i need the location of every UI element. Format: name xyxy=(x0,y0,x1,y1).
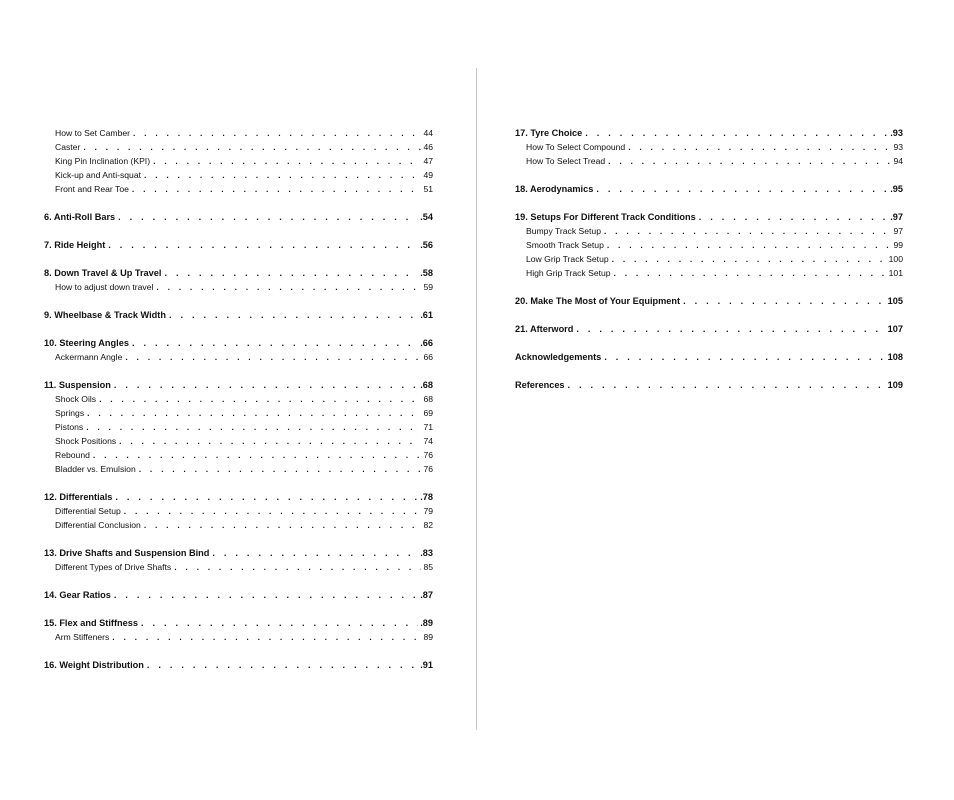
toc-chapter-entry xyxy=(44,378,433,392)
toc-dot-leader xyxy=(86,420,421,434)
toc-entry-title: Arm Stiffeners xyxy=(55,632,110,642)
toc-entry-title: 17. Tyre Choice xyxy=(515,128,583,138)
toc-chapter-entry xyxy=(515,350,903,364)
toc-chapter-entry xyxy=(44,210,433,224)
toc-page-number: 97 xyxy=(893,226,903,236)
toc-page-number: .56 xyxy=(420,240,433,250)
toc-page-number: 82 xyxy=(423,520,433,530)
toc-section-entry xyxy=(44,518,433,532)
toc-dot-leader xyxy=(628,140,891,154)
toc-page-number: 46 xyxy=(423,142,433,152)
toc-page-number: 76 xyxy=(423,450,433,460)
toc-page-number: .68 xyxy=(420,380,433,390)
toc-entry-title: 21. Afterword xyxy=(515,324,574,334)
toc-dot-leader xyxy=(147,658,418,672)
toc-page-number: .93 xyxy=(890,128,903,138)
toc-entry-title: 18. Aerodynamics xyxy=(515,184,594,194)
toc-entry-title: 13. Drive Shafts and Suspension Bind xyxy=(44,548,210,558)
toc-page-number: 94 xyxy=(893,156,903,166)
toc-spacer xyxy=(44,196,433,210)
toc-page-number: .58 xyxy=(420,268,433,278)
toc-page-number: .54 xyxy=(420,212,433,222)
toc-section-entry xyxy=(515,224,903,238)
toc-entry-title: 9. Wheelbase & Track Width xyxy=(44,310,166,320)
toc-entry-title: Differential Conclusion xyxy=(55,520,141,530)
toc-page-number: 101 xyxy=(888,268,903,278)
toc-entry-title: 7. Ride Height xyxy=(44,240,106,250)
toc-page-number: .61 xyxy=(420,310,433,320)
toc-spacer xyxy=(44,476,433,490)
toc-entry-title: How to adjust down travel xyxy=(55,282,154,292)
toc-dot-leader xyxy=(153,154,421,168)
toc-dot-leader xyxy=(174,560,421,574)
toc-entry-title: Smooth Track Setup xyxy=(526,240,604,250)
toc-spacer xyxy=(515,280,903,294)
toc-section-entry xyxy=(515,238,903,252)
toc-dot-leader xyxy=(115,490,418,504)
toc-section-entry xyxy=(44,140,433,154)
toc-section-entry xyxy=(44,280,433,294)
toc-dot-leader xyxy=(124,504,421,518)
toc-entry-title: 19. Setups For Different Track Conditions xyxy=(515,212,696,222)
toc-page-number: 59 xyxy=(423,282,433,292)
toc-entry-title: Rebound xyxy=(55,450,90,460)
toc-entry-title: Bladder vs. Emulsion xyxy=(55,464,136,474)
toc-section-entry xyxy=(515,140,903,154)
toc-page-number: 71 xyxy=(423,422,433,432)
toc-dot-leader xyxy=(568,378,886,392)
toc-entry-title: Pistons xyxy=(55,422,84,432)
toc-entry-title: High Grip Track Setup xyxy=(526,268,611,278)
toc-spacer xyxy=(515,308,903,322)
toc-dot-leader xyxy=(585,126,888,140)
toc-dot-leader xyxy=(114,588,418,602)
toc-chapter-entry xyxy=(515,294,903,308)
toc-dot-leader xyxy=(139,462,421,476)
toc-dot-leader xyxy=(87,406,421,420)
toc-section-entry xyxy=(44,392,433,406)
toc-spacer xyxy=(515,168,903,182)
toc-dot-leader xyxy=(93,448,421,462)
toc-page-number: .97 xyxy=(890,212,903,222)
toc-spacer xyxy=(515,196,903,210)
toc-section-entry xyxy=(44,462,433,476)
toc-dot-leader xyxy=(133,126,421,140)
toc-spacer xyxy=(515,364,903,378)
toc-section-entry xyxy=(44,448,433,462)
toc-page-number: .66 xyxy=(420,338,433,348)
toc-entry-title: 8. Down Travel & Up Travel xyxy=(44,268,162,278)
toc-page-number: .91 xyxy=(420,660,433,670)
toc-entry-title: How To Select Tread xyxy=(526,156,606,166)
toc-chapter-entry xyxy=(515,210,903,224)
toc-section-entry xyxy=(44,168,433,182)
toc-entry-title: Bumpy Track Setup xyxy=(526,226,601,236)
toc-dot-leader xyxy=(699,210,889,224)
toc-entry-title: How to Set Camber xyxy=(55,128,130,138)
toc-section-entry xyxy=(44,350,433,364)
toc-page-number: 68 xyxy=(423,394,433,404)
toc-entry-title: 12. Differentials xyxy=(44,492,113,502)
toc-section-entry xyxy=(515,252,903,266)
toc-chapter-entry xyxy=(515,322,903,336)
toc-dot-leader xyxy=(144,168,421,182)
toc-dot-leader xyxy=(604,350,885,364)
toc-chapter-entry xyxy=(44,490,433,504)
toc-page-number: 74 xyxy=(423,436,433,446)
toc-dot-leader xyxy=(108,238,418,252)
toc-page-number: 105 xyxy=(887,296,903,306)
toc-section-entry xyxy=(44,420,433,434)
toc-entry-title: 10. Steering Angles xyxy=(44,338,129,348)
toc-entry-title: Low Grip Track Setup xyxy=(526,254,609,264)
toc-dot-leader xyxy=(125,350,421,364)
toc-spacer xyxy=(44,252,433,266)
toc-left-page xyxy=(44,126,433,672)
toc-section-entry xyxy=(44,154,433,168)
toc-chapter-entry xyxy=(44,588,433,602)
toc-entry-title: References xyxy=(515,380,565,390)
toc-entry-title: Different Types of Drive Shafts xyxy=(55,562,172,572)
toc-dot-leader xyxy=(141,616,418,630)
toc-page-number: 109 xyxy=(887,380,903,390)
toc-spacer xyxy=(44,602,433,616)
toc-dot-leader xyxy=(156,280,421,294)
toc-entry-title: Differential Setup xyxy=(55,506,121,516)
toc-chapter-entry xyxy=(515,126,903,140)
toc-dot-leader xyxy=(83,140,421,154)
toc-dot-leader xyxy=(114,378,418,392)
toc-entry-title: Springs xyxy=(55,408,85,418)
toc-page-number: 66 xyxy=(423,352,433,362)
toc-chapter-entry xyxy=(515,378,903,392)
toc-dot-leader xyxy=(99,392,421,406)
toc-spacer xyxy=(44,224,433,238)
toc-page-number: 76 xyxy=(423,464,433,474)
toc-entry-title: 20. Make The Most of Your Equipment xyxy=(515,296,681,306)
toc-dot-leader xyxy=(119,434,421,448)
toc-page-number: 108 xyxy=(887,352,903,362)
toc-section-entry xyxy=(44,560,433,574)
toc-page-number: 99 xyxy=(893,240,903,250)
toc-dot-leader xyxy=(132,336,418,350)
toc-dot-leader xyxy=(607,238,891,252)
toc-chapter-entry xyxy=(44,616,433,630)
toc-page-number: 79 xyxy=(423,506,433,516)
toc-dot-leader xyxy=(132,182,421,196)
toc-spacer xyxy=(515,336,903,350)
toc-section-entry xyxy=(515,154,903,168)
toc-page-number: .87 xyxy=(420,590,433,600)
toc-dot-leader xyxy=(596,182,888,196)
toc-page-number: .89 xyxy=(420,618,433,628)
toc-dot-leader xyxy=(683,294,886,308)
toc-entry-title: Ackermann Angle xyxy=(55,352,123,362)
toc-page-number: 49 xyxy=(423,170,433,180)
toc-dot-leader xyxy=(118,210,418,224)
toc-page-number: 93 xyxy=(893,142,903,152)
toc-page-number: .78 xyxy=(420,492,433,502)
toc-page-number: 51 xyxy=(423,184,433,194)
toc-entry-title: Acknowledgements xyxy=(515,352,602,362)
toc-entry-title: 14. Gear Ratios xyxy=(44,590,111,600)
toc-entry-title: Shock Oils xyxy=(55,394,97,404)
toc-entry-title: King Pin Inclination (KPI) xyxy=(55,156,151,166)
toc-entry-title: 11. Suspension xyxy=(44,380,111,390)
toc-entry-title: How To Select Compound xyxy=(526,142,626,152)
toc-page-number: 69 xyxy=(423,408,433,418)
toc-dot-leader xyxy=(614,266,887,280)
toc-chapter-entry xyxy=(44,266,433,280)
toc-section-entry xyxy=(44,504,433,518)
toc-dot-leader xyxy=(169,308,418,322)
toc-chapter-entry xyxy=(44,238,433,252)
toc-dot-leader xyxy=(212,546,418,560)
toc-entry-title: 16. Weight Distribution xyxy=(44,660,144,670)
toc-chapter-entry xyxy=(44,336,433,350)
toc-chapter-entry xyxy=(44,308,433,322)
toc-spacer xyxy=(44,574,433,588)
toc-section-entry xyxy=(44,182,433,196)
toc-page-number: 89 xyxy=(423,632,433,642)
toc-page-number: .95 xyxy=(890,184,903,194)
toc-spacer xyxy=(44,364,433,378)
toc-section-entry xyxy=(515,266,903,280)
toc-dot-leader xyxy=(608,154,891,168)
toc-dot-leader xyxy=(164,266,418,280)
toc-section-entry xyxy=(44,434,433,448)
toc-entry-title: Caster xyxy=(55,142,81,152)
toc-chapter-entry xyxy=(44,658,433,672)
toc-chapter-entry xyxy=(44,546,433,560)
page-spine-divider xyxy=(476,68,477,730)
toc-dot-leader xyxy=(576,322,885,336)
toc-section-entry xyxy=(44,630,433,644)
toc-spacer xyxy=(44,532,433,546)
toc-page-number: 47 xyxy=(423,156,433,166)
toc-page-number: 85 xyxy=(423,562,433,572)
toc-section-entry xyxy=(44,126,433,140)
toc-right-page xyxy=(515,126,903,392)
toc-dot-leader xyxy=(612,252,887,266)
toc-entry-title: Kick-up and Anti-squat xyxy=(55,170,141,180)
toc-page-number: 107 xyxy=(887,324,903,334)
toc-spacer xyxy=(44,322,433,336)
toc-section-entry xyxy=(44,406,433,420)
toc-page-number: 44 xyxy=(423,128,433,138)
toc-chapter-entry xyxy=(515,182,903,196)
toc-spacer xyxy=(44,294,433,308)
toc-page-number: 100 xyxy=(888,254,903,264)
toc-dot-leader xyxy=(112,630,421,644)
toc-entry-title: Shock Positions xyxy=(55,436,117,446)
toc-spacer xyxy=(44,644,433,658)
toc-page-number: .83 xyxy=(420,548,433,558)
toc-dot-leader xyxy=(604,224,891,238)
toc-entry-title: 15. Flex and Stiffness xyxy=(44,618,138,628)
toc-entry-title: 6. Anti-Roll Bars xyxy=(44,212,116,222)
toc-dot-leader xyxy=(144,518,421,532)
toc-entry-title: Front and Rear Toe xyxy=(55,184,129,194)
